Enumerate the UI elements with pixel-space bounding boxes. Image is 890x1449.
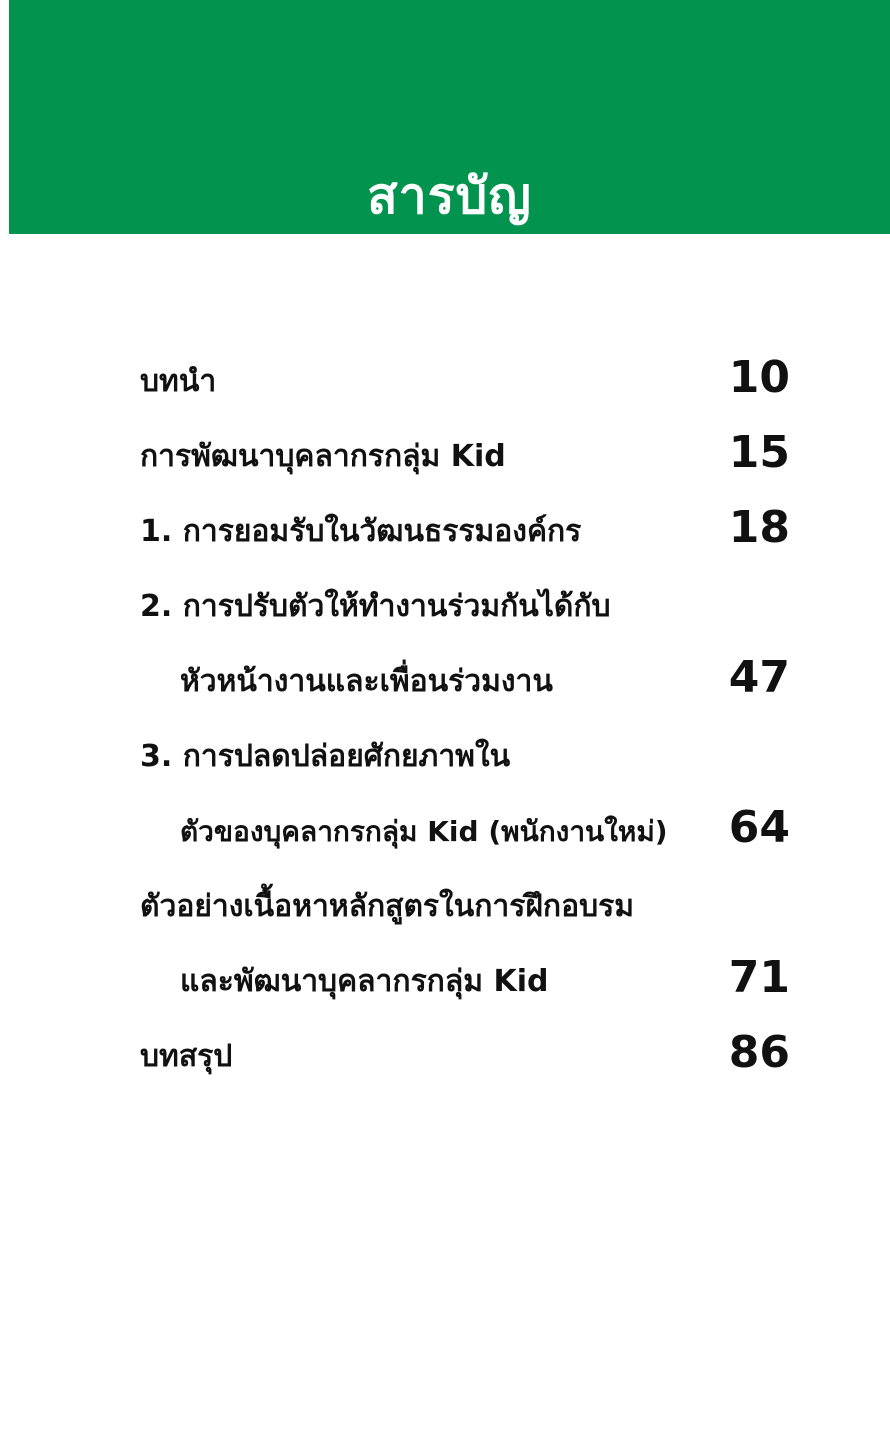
toc-page-number: 71 [728,951,790,1003]
toc-page-number: 15 [728,426,790,478]
toc-entry-label: การพัฒนาบุคลากรกลุ่ม Kid [140,438,506,474]
page-title: สารบัญ [367,167,532,225]
toc-entry-label: 2. การปรับตัวให้ทำงานร่วมกันได้กับ [140,588,611,624]
toc-entry-label: ตัวของบุคลากรกลุ่ม Kid (พนักงานใหม่) [180,814,668,848]
toc-row[interactable] [140,790,790,865]
toc-row[interactable] [140,565,790,640]
toc-entry-label: บทนำ [140,363,217,399]
toc-row[interactable] [140,940,790,1015]
header-band [9,0,890,234]
toc-entry-label: หัวหน้างานและเพื่อนร่วมงาน [180,663,553,699]
toc-page-number: 10 [728,351,790,403]
toc-row[interactable] [140,415,790,490]
toc-row[interactable] [140,340,790,415]
toc-page-number: 18 [728,501,790,553]
toc-page-number: 64 [728,801,790,853]
toc-entry-label: บทสรุป [140,1038,233,1074]
toc-entry-label: 1. การยอมรับในวัฒนธรรมองค์กร [140,513,582,549]
toc-entry-label: และพัฒนาบุคลากรกลุ่ม Kid [180,963,549,999]
toc-page-number: 86 [728,1026,790,1078]
toc-row[interactable] [140,715,790,790]
toc-row[interactable] [140,490,790,565]
toc-row[interactable] [140,1015,790,1090]
toc-row[interactable] [140,640,790,715]
toc-page-number: 47 [728,651,790,703]
toc-entry-label: 3. การปลดปล่อยศักยภาพใน [140,738,511,774]
table-of-contents [140,340,790,1090]
toc-entry-label: ตัวอย่างเนื้อหาหลักสูตรในการฝึกอบรม [140,888,635,924]
toc-row[interactable] [140,865,790,940]
